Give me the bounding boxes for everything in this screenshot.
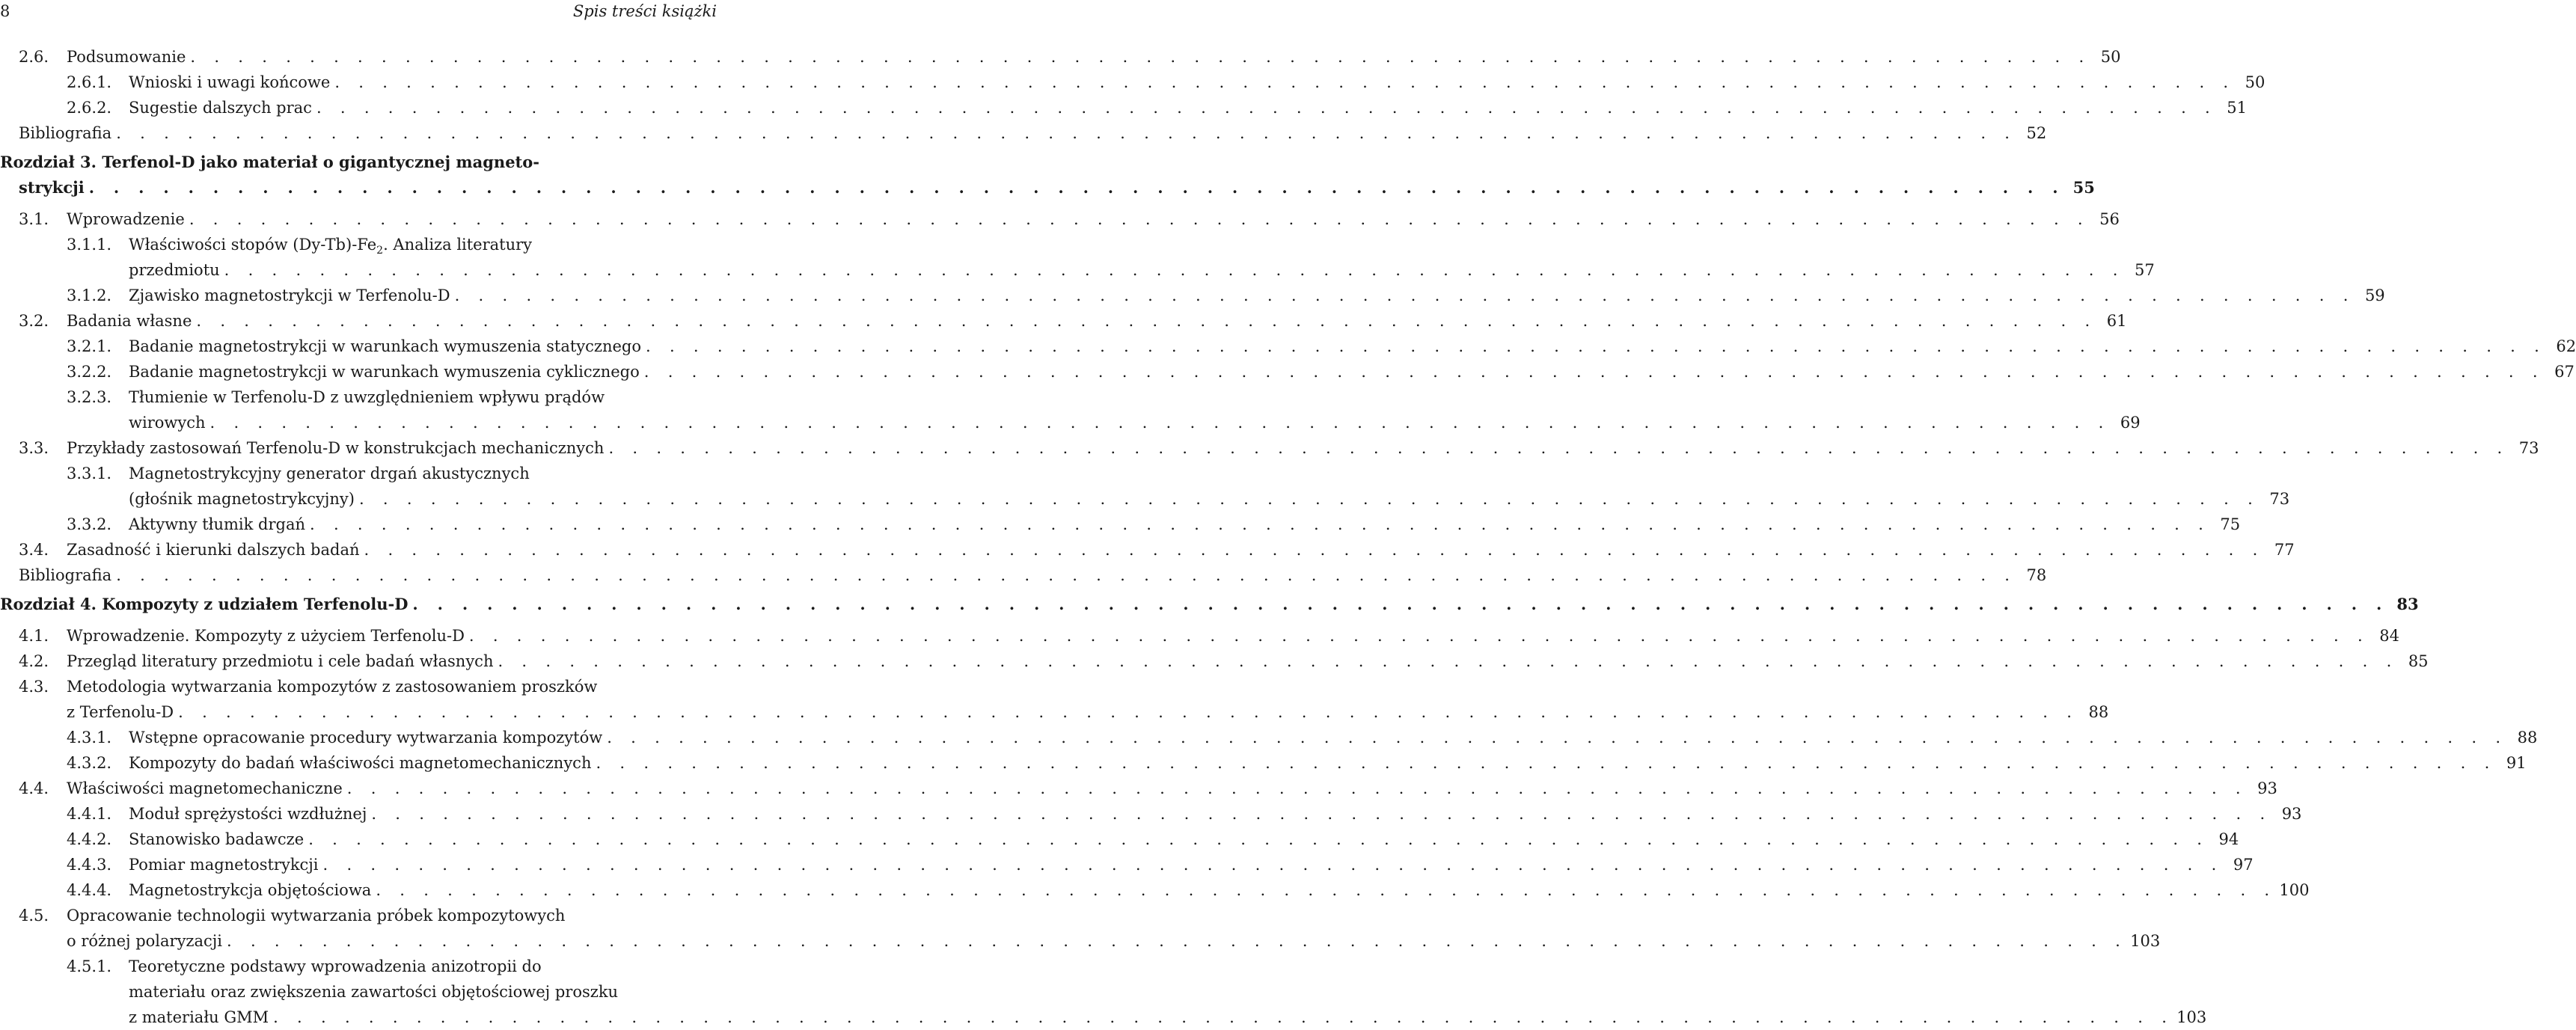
toc-entry-title-row xyxy=(129,461,717,486)
toc-entry-title-row xyxy=(129,70,2266,95)
toc-entry[interactable] xyxy=(0,95,2248,120)
toc-entry-title-text: (głośnik magnetostrykcyjny) xyxy=(129,490,355,508)
toc-entry[interactable] xyxy=(0,232,717,257)
toc-entry-title-row xyxy=(19,562,2047,588)
dot-leader: . . . . . . . . . . . . . . . . . . . . . . . . . . . . . . . . . . . . . . . . . . . . . . . . . . . . . . . . . . . . . . . . . . . . . . . . . . . . . . . . xyxy=(273,1008,2174,1026)
toc-entry-number: 3.3.2. xyxy=(67,515,112,533)
toc-entry-title-row xyxy=(129,95,2248,120)
toc-entry-number: 3.1.1. xyxy=(67,236,112,254)
toc-entry-title xyxy=(129,232,536,257)
toc-entry-page: 93 xyxy=(2257,779,2277,797)
dot-leader: . . . . . . . . . . . . . . . . . . . . . . . . . . . . . . . . . . . . . . . . . . . . . . . . . . . . . . . . . . . . . . . . . . . . . . . . . . . . . . . . xyxy=(322,856,2224,874)
toc-entry-title-row xyxy=(67,928,2161,954)
toc-entry-title-text: Przykłady zastosowań Terfenolu-D w konstrukcjach mechanicznych xyxy=(67,439,605,457)
toc-entry[interactable] xyxy=(0,308,2127,334)
toc-entry[interactable] xyxy=(0,512,2241,537)
toc-entry-title xyxy=(67,776,347,801)
toc-entry[interactable] xyxy=(0,674,717,699)
toc-entry-title-text: Kompozyty do badań właściwości magnetomechanicznych xyxy=(129,754,592,772)
toc-entry-page: 51 xyxy=(2227,99,2248,117)
dot-leader: . . . . . . . . . . . . . . . . . . . . . . . . . . . . . . . . . . . . . . . . . . . . . . . . . . . . . . . . . . . . . . . . . . . . . . . . . . . . . . . . xyxy=(371,805,2272,823)
toc-entry[interactable] xyxy=(0,1005,2207,1030)
toc-entry-title xyxy=(129,827,308,852)
toc-entry-title-row xyxy=(19,120,2047,146)
toc-entry-number: 2.6.1. xyxy=(67,73,112,91)
running-title: Spis treści książki xyxy=(572,2,717,20)
toc-entry-page: 97 xyxy=(2233,856,2254,874)
toc-entry-number: 4.3.2. xyxy=(67,754,112,772)
dot-leader: . . . . . . . . . . . . . . . . . . . . . . . . . . . . . . . . . . . . . . . . . . . . . . . . . . . . . . . . . . . . . . . . . . . . . . . . . . . . . . . . xyxy=(468,627,2370,645)
toc-entry[interactable] xyxy=(0,359,2575,384)
dot-leader: . . . . . . . . . . . . . . . . . . . . . . . . . . . . . . . . . . . . . . . . . . . . . . . . . . . . . . . . . . . . . . . . . . . . . . . . . . . . . . . . xyxy=(308,830,2209,848)
toc-entry-title-row xyxy=(67,623,2399,649)
toc-entry-title-text: Teoretyczne podstawy wprowadzenia anizotropii do xyxy=(129,957,542,975)
toc-entry[interactable] xyxy=(0,435,2539,461)
toc-entry-title-row xyxy=(129,410,2141,435)
toc-entry-title-row xyxy=(129,384,717,410)
toc-entry-title xyxy=(129,486,359,512)
toc-entry-title xyxy=(19,562,116,588)
toc-entry-title-row xyxy=(67,44,2121,70)
dot-leader: . . . . . . . . . . . . . . . . . . . . . . . . . . . . . . . . . . . . . . . . . . . . . . . . . . . . . . . . . . . . . . . . . . . . . . . . . . . . . . . . xyxy=(607,729,2508,747)
toc-entry-title-rest: . Analiza literatury xyxy=(383,236,533,254)
toc-entry-title xyxy=(19,175,89,200)
toc-entry-title-text: Moduł sprężystości wzdłużnej xyxy=(129,805,367,823)
toc-entry-page: 93 xyxy=(2281,805,2302,823)
toc-entry[interactable] xyxy=(0,206,2120,232)
toc-entry-number: 3.2.3. xyxy=(67,388,112,406)
dot-leader: . . . . . . . . . . . . . . . . . . . . . . . . . . . . . . . . . . . . . . . . . . . . . . . . . . . . . . . . . . . . . . . . . . . . . . . . . . . . . . . . xyxy=(412,595,2389,613)
toc-entry-page: 88 xyxy=(2517,729,2538,747)
toc-entry-number: 4.3.1. xyxy=(67,729,112,747)
toc-entry-number: 4.4.3. xyxy=(67,856,112,874)
toc-entry[interactable] xyxy=(0,827,2239,852)
toc-entry-page: 69 xyxy=(2120,414,2141,432)
toc-entry-page: 100 xyxy=(2279,881,2310,899)
toc-entry-title xyxy=(129,750,596,776)
toc-entry-title-row xyxy=(67,537,2295,562)
toc-entry-page: 91 xyxy=(2506,754,2527,772)
toc-entry-title-row xyxy=(67,674,717,699)
toc-entry-title-row xyxy=(67,699,2109,725)
toc-entry-title xyxy=(67,649,498,674)
toc-entry-title xyxy=(129,359,644,384)
toc-entry-number: 4.4.2. xyxy=(67,830,112,848)
toc-entry-title-text: z materiału GMM xyxy=(129,1008,269,1026)
toc-entry[interactable] xyxy=(0,649,2429,674)
toc-entry-title-row xyxy=(129,725,2538,750)
toc-entry-page: 62 xyxy=(2556,337,2576,355)
toc-entry-page: 67 xyxy=(2554,363,2575,381)
toc-entry-title xyxy=(67,928,227,954)
dot-leader: . . . . . . . . . . . . . . . . . . . . . . . . . . . . . . . . . . . . . . . . . . . . . . . . . . . . . . . . . . . . . . . . . . . . . . . . . . . . . . . . xyxy=(227,932,2128,950)
toc-entry-title-row xyxy=(129,334,2576,359)
dot-leader: . . . . . . . . . . . . . . . . . . . . . . . . . . . . . . . . . . . . . . . . . . . . . . . . . . . . . . . . . . . . . . . . . . . . . . . . . . . . . . . . xyxy=(316,99,2218,117)
toc-entry-title-text: Wprowadzenie xyxy=(67,210,185,228)
dot-leader: . . . . . . . . . . . . . . . . . . . . . . . . . . . . . . . . . . . . . . . . . . . . . . . . . . . . . . . . . . . . . . . . . . . . . . . . . . . . . . . . xyxy=(376,881,2277,899)
toc-entry-title xyxy=(129,334,646,359)
toc-entry-title-text: Aktywny tłumik drgań xyxy=(129,515,306,533)
toc-entry-title-row xyxy=(129,750,2527,776)
toc-entry-title xyxy=(129,512,310,537)
dot-leader: . . . . . . . . . . . . . . . . . . . . . . . . . . . . . . . . . . . . . . . . . . . . . . . . . . . . . . . . . . . . . . . . . . . . . . . . . . . . . . . . xyxy=(116,124,2017,142)
toc-entry-title-row xyxy=(129,877,2310,903)
toc-entry-page: 55 xyxy=(2072,178,2095,197)
toc-entry-number: 4.4.1. xyxy=(67,805,112,823)
toc-entry-page: 85 xyxy=(2408,652,2429,670)
toc-entry-title-text: Sugestie dalszych prac xyxy=(129,99,312,117)
toc-entry-number: 4.4. xyxy=(19,779,49,797)
toc-entry-title-text: Opracowanie technologii wytwarzania próbek kompozytowych xyxy=(67,907,566,925)
toc-entry-title-text: Właściwości magnetomechaniczne xyxy=(67,779,343,797)
dot-leader: . . . . . . . . . . . . . . . . . . . . . . . . . . . . . . . . . . . . . . . . . . . . . . . . . . . . . . . . . . . . . . . . . . . . . . . . . . . . . . . . xyxy=(346,779,2248,797)
toc-entry-title-text: o różnej polaryzacji xyxy=(67,932,223,950)
toc-entry-title xyxy=(67,537,364,562)
toc-entry-title xyxy=(129,852,323,877)
toc-entry[interactable] xyxy=(0,70,2266,95)
toc-entry-title-row xyxy=(129,232,717,257)
dot-leader: . . . . . . . . . . . . . . . . . . . . . . . . . . . . . . . . . . . . . . . . . . . . . . . . . . . . . . . . . . . . . . . . . . . . . . . . . . . . . . . . xyxy=(190,48,2091,66)
toc-entry-title-row xyxy=(0,592,2419,617)
dot-leader: . . . . . . . . . . . . . . . . . . . . . . . . . . . . . . . . . . . . . . . . . . . . . . . . . . . . . . . . . . . . . . . . . . . . . . . . . . . . . . . . xyxy=(310,515,2211,533)
toc-entry-title-text: Zjawisko magnetostrykcji w Terfenolu-D xyxy=(129,286,450,304)
dot-leader: . . . . . . . . . . . . . . . . . . . . . . . . . . . . . . . . . . . . . . . . . . . . . . . . . . . . . . . . . . . . . . . . . . . . . . . . . . . . . . . . xyxy=(88,178,2065,197)
toc-entry[interactable] xyxy=(0,175,2095,200)
running-header xyxy=(0,1,718,21)
toc-entry-title-row xyxy=(129,486,2290,512)
toc-entry-title xyxy=(129,410,210,435)
toc-entry-page: 61 xyxy=(2106,312,2127,330)
toc-entry-title-text: Zasadność i kierunki dalszych badań xyxy=(67,541,360,559)
dot-leader: . . . . . . . . . . . . . . . . . . . . . . . . . . . . . . . . . . . . . . . . . . . . . . . . . . . . . . . . . . . . . . . . . . . . . . . . . . . . . . . . xyxy=(116,566,2017,584)
toc-entry-page: 59 xyxy=(2364,286,2385,304)
toc-entry-page: 56 xyxy=(2099,210,2120,228)
toc-entry-title xyxy=(67,623,469,649)
toc-entry-number: 4.5.1. xyxy=(67,957,112,975)
toc-entry-title-text: Magnetostrykcyjny generator drgań akustycznych xyxy=(129,465,530,482)
toc-entry-number: 3.1.2. xyxy=(67,286,112,304)
toc-entry[interactable] xyxy=(0,257,2155,283)
toc-entry-title-text: Podsumowanie xyxy=(67,48,186,66)
toc-entry-title xyxy=(67,435,608,461)
toc-entry-subscript: 2 xyxy=(376,245,384,257)
toc-entry-title xyxy=(129,1005,273,1030)
toc-entry-page: 73 xyxy=(2518,439,2539,457)
toc-entry-title xyxy=(67,44,190,70)
toc-entry-title xyxy=(129,954,546,979)
toc-entry-title-text: Tłumienie w Terfenolu-D z uwzględnieniem wpływu prądów xyxy=(129,388,605,406)
toc-entry-page: 83 xyxy=(2396,595,2419,613)
toc-entry-title-text: Badania własne xyxy=(67,312,192,330)
toc-entry-title xyxy=(129,257,224,283)
toc-entry[interactable] xyxy=(0,120,2047,146)
toc-entry-page: 88 xyxy=(2088,703,2109,721)
toc-entry-title-text: Stanowisko badawcze xyxy=(129,830,305,848)
toc-entry-number: 3.2.2. xyxy=(67,363,112,381)
toc-entry-title-text: Badanie magnetostrykcji w warunkach wymuszenia statycznego xyxy=(129,337,642,355)
toc-entry[interactable] xyxy=(0,150,717,175)
toc-entry-number: 4.1. xyxy=(19,627,49,645)
dot-leader: . . . . . . . . . . . . . . . . . . . . . . . . . . . . . . . . . . . . . . . . . . . . . . . . . . . . . . . . . . . . . . . . . . . . . . . . . . . . . . . . xyxy=(189,210,2090,228)
toc-entry-number: 4.3. xyxy=(19,678,49,696)
toc-entry[interactable] xyxy=(0,954,717,979)
toc-entry[interactable] xyxy=(0,903,717,928)
toc-entry-title xyxy=(129,725,607,750)
dot-leader: . . . . . . . . . . . . . . . . . . . . . . . . . . . . . . . . . . . . . . . . . . . . . . . . . . . . . . . . . . . . . . . . . . . . . . . . . . . . . . . . xyxy=(196,312,2097,330)
toc-entry-page: 50 xyxy=(2245,73,2266,91)
toc-entry-title-text: Przegląd literatury przedmiotu i cele badań własnych xyxy=(67,652,494,670)
toc-entry-page: 50 xyxy=(2100,48,2121,66)
toc-entry-title-row xyxy=(19,175,2095,200)
dot-leader: . . . . . . . . . . . . . . . . . . . . . . . . . . . . . . . . . . . . . . . . . . . . . . . . . . . . . . . . . . . . . . . . . . . . . . . . . . . . . . . . xyxy=(358,490,2260,508)
toc-entry-title-text: wirowych xyxy=(129,414,206,432)
toc-entry[interactable] xyxy=(0,537,2295,562)
toc-entry[interactable] xyxy=(0,928,2161,954)
toc-entry-title-text: z Terfenolu-D xyxy=(67,703,174,721)
toc-entry-title-row xyxy=(129,954,717,979)
toc-entry-title xyxy=(129,801,371,827)
dot-leader: . . . . . . . . . . . . . . . . . . . . . . . . . . . . . . . . . . . . . . . . . . . . . . . . . . . . . . . . . . . . . . . . . . . . . . . . . . . . . . . . xyxy=(498,652,2399,670)
toc-entry-number: 2.6. xyxy=(19,48,49,66)
toc-entry[interactable] xyxy=(0,562,2047,588)
toc-entry[interactable] xyxy=(0,750,2527,776)
toc-entry-page: 75 xyxy=(2220,515,2241,533)
toc-entry[interactable] xyxy=(0,410,2141,435)
toc-entry-title xyxy=(67,206,189,232)
dot-leader: . . . . . . . . . . . . . . . . . . . . . . . . . . . . . . . . . . . . . . . . . . . . . . . . . . . . . . . . . . . . . . . . . . . . . . . . . . . . . . . . xyxy=(178,703,2079,721)
dot-leader: . . . . . . . . . . . . . . . . . . . . . . . . . . . . . . . . . . . . . . . . . . . . . . . . . . . . . . . . . . . . . . . . . . . . . . . . . . . . . . . . xyxy=(596,754,2497,772)
toc-entry-title-row xyxy=(67,649,2429,674)
toc-entry-title-row xyxy=(129,827,2239,852)
toc-entry-title-text: Bibliografia xyxy=(19,566,112,584)
toc-entry-number: 3.1. xyxy=(19,210,49,228)
toc-entry-title xyxy=(67,903,569,928)
toc-entry-title-row xyxy=(129,512,2241,537)
toc-entry[interactable] xyxy=(0,725,2538,750)
toc-entry-title-text: strykcji xyxy=(19,178,85,197)
toc-entry-title xyxy=(67,699,178,725)
toc-entry-title xyxy=(129,95,316,120)
toc-entry-number: 3.2. xyxy=(19,312,49,330)
toc-entry[interactable] xyxy=(0,979,717,1005)
toc-entry-title xyxy=(129,283,455,308)
toc-entry-title-row xyxy=(129,359,2575,384)
toc-entry-title-row xyxy=(129,801,2302,827)
toc-entry-page: 77 xyxy=(2274,541,2295,559)
dot-leader: . . . . . . . . . . . . . . . . . . . . . . . . . . . . . . . . . . . . . . . . . . . . . . . . . . . . . . . . . . . . . . . . . . . . . . . . . . . . . . . . xyxy=(646,337,2547,355)
toc-entry-page: 94 xyxy=(2218,830,2239,848)
toc-entry-title-row xyxy=(67,903,717,928)
toc-entry-title-text: Metodologia wytwarzania kompozytów z zastosowaniem proszków xyxy=(67,678,598,696)
dot-leader: . . . . . . . . . . . . . . . . . . . . . . . . . . . . . . . . . . . . . . . . . . . . . . . . . . . . . . . . . . . . . . . . . . . . . . . . . . . . . . . . xyxy=(224,261,2125,279)
toc-entry-title-row xyxy=(129,257,2155,283)
dot-leader: . . . . . . . . . . . . . . . . . . . . . . . . . . . . . . . . . . . . . . . . . . . . . . . . . . . . . . . . . . . . . . . . . . . . . . . . . . . . . . . . xyxy=(209,414,2111,432)
toc-entry-page: 52 xyxy=(2026,124,2047,142)
toc-entry-title xyxy=(0,150,544,175)
toc-entry-title-row xyxy=(67,776,2277,801)
toc-entry[interactable] xyxy=(0,852,2254,877)
toc-entry-title xyxy=(129,70,334,95)
toc-entry-page: 73 xyxy=(2269,490,2290,508)
toc-entry-title-text: Badanie magnetostrykcji w warunkach wymuszenia cyklicznego xyxy=(129,363,640,381)
toc-entry-title-row xyxy=(129,283,2385,308)
toc-entry[interactable] xyxy=(0,334,2576,359)
toc-entry-number: 4.2. xyxy=(19,652,49,670)
toc-entry-page: 103 xyxy=(2130,932,2161,950)
toc-entry[interactable] xyxy=(0,461,717,486)
toc-entry-title xyxy=(67,674,602,699)
toc-entry-title-row xyxy=(129,979,717,1005)
toc-entry-title-text: materiału oraz zwiększenia zawartości objętościowej proszku xyxy=(129,983,619,1001)
toc-entry-number: 3.4. xyxy=(19,541,49,559)
toc-entry[interactable] xyxy=(0,623,2399,649)
toc-entry-number: 4.4.4. xyxy=(67,881,112,899)
toc-entry-title-text: Wnioski i uwagi końcowe xyxy=(129,73,331,91)
toc-entry[interactable] xyxy=(0,486,2290,512)
toc-entry[interactable] xyxy=(0,801,2302,827)
toc-entry-title-row xyxy=(129,1005,2207,1030)
toc-entry[interactable] xyxy=(0,776,2277,801)
toc-entry[interactable] xyxy=(0,44,2121,70)
toc-entry-number: 3.3.1. xyxy=(67,465,112,482)
toc-entry-page: 78 xyxy=(2026,566,2047,584)
toc-entry[interactable] xyxy=(0,699,2109,725)
toc-entry-title-row xyxy=(129,852,2254,877)
toc-entry-number: 3.2.1. xyxy=(67,337,112,355)
toc-entry[interactable] xyxy=(0,283,2385,308)
dot-leader: . . . . . . . . . . . . . . . . . . . . . . . . . . . . . . . . . . . . . . . . . . . . . . . . . . . . . . . . . . . . . . . . . . . . . . . . . . . . . . . . xyxy=(454,286,2355,304)
dot-leader: . . . . . . . . . . . . . . . . . . . . . . . . . . . . . . . . . . . . . . . . . . . . . . . . . . . . . . . . . . . . . . . . . . . . . . . . . . . . . . . . xyxy=(608,439,2509,457)
dot-leader: . . . . . . . . . . . . . . . . . . . . . . . . . . . . . . . . . . . . . . . . . . . . . . . . . . . . . . . . . . . . . . . . . . . . . . . . . . . . . . . . xyxy=(364,541,2265,559)
toc-entry-title xyxy=(129,877,376,903)
toc-entry-title-text: przedmiotu xyxy=(129,261,220,279)
toc-entry-title xyxy=(0,592,412,617)
toc-entry-title-text: Bibliografia xyxy=(19,124,112,142)
toc-entry[interactable] xyxy=(0,877,2310,903)
toc-entry-title-text: Rozdział 3. Terfenol-D jako materiał o gigantycznej magneto- xyxy=(0,153,539,171)
toc-entry-page: 57 xyxy=(2135,261,2155,279)
toc-entry-title-text: Pomiar magnetostrykcji xyxy=(129,856,319,874)
toc-entry-title-text: Rozdział 4. Kompozyty z udziałem Terfenolu-D xyxy=(0,595,409,613)
toc-entry-number: 3.3. xyxy=(19,439,49,457)
toc-entry-title xyxy=(129,979,622,1005)
toc-entry-title xyxy=(129,384,609,410)
toc-entry-title-text: Właściwości stopów (Dy-Tb)-Fe xyxy=(129,236,377,254)
toc-entry-title xyxy=(129,461,534,486)
toc-entry-page: 84 xyxy=(2379,627,2399,645)
toc-entry-title xyxy=(67,308,196,334)
dot-leader: . . . . . . . . . . . . . . . . . . . . . . . . . . . . . . . . . . . . . . . . . . . . . . . . . . . . . . . . . . . . . . . . . . . . . . . . . . . . . . . . xyxy=(643,363,2545,381)
toc-entry-title-row xyxy=(67,308,2127,334)
toc-entry-title-text: Wstępne opracowanie procedury wytwarzania kompozytów xyxy=(129,729,603,747)
toc-entry-title-row xyxy=(67,206,2120,232)
toc-entry-page: 103 xyxy=(2176,1008,2207,1026)
table-of-contents xyxy=(0,44,2576,1030)
toc-entry-title-row xyxy=(0,150,717,175)
toc-entry[interactable] xyxy=(0,384,717,410)
page-number: 8 xyxy=(0,2,10,20)
toc-entry[interactable] xyxy=(0,592,2419,617)
dot-leader: . . . . . . . . . . . . . . . . . . . . . . . . . . . . . . . . . . . . . . . . . . . . . . . . . . . . . . . . . . . . . . . . . . . . . . . . . . . . . . . . xyxy=(334,73,2236,91)
toc-entry-title-text: Magnetostrykcja objętościowa xyxy=(129,881,372,899)
toc-entry-number: 2.6.2. xyxy=(67,99,112,117)
toc-entry-title-row xyxy=(67,435,2539,461)
toc-entry-number: 4.5. xyxy=(19,907,49,925)
toc-entry-title xyxy=(19,120,116,146)
toc-entry-title-text: Wprowadzenie. Kompozyty z użyciem Terfenolu-D xyxy=(67,627,465,645)
